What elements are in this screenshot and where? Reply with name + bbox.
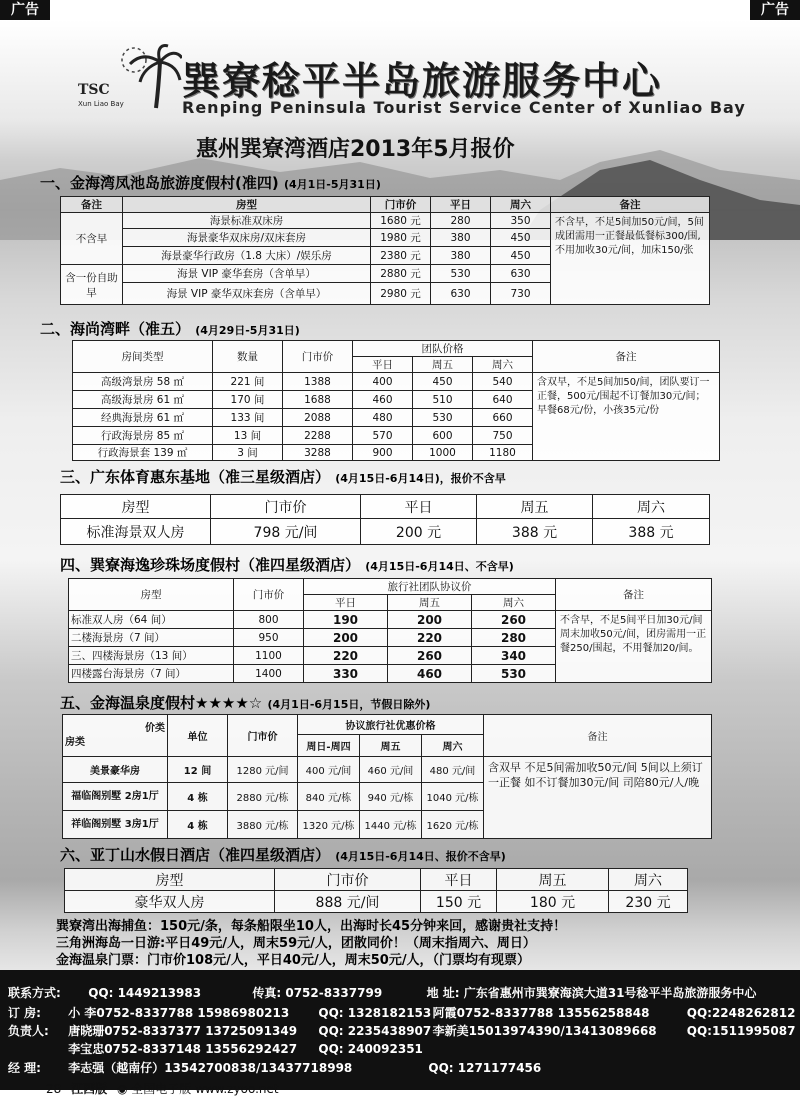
s6-rack: 888 元/间 <box>275 891 421 913</box>
s2-r3-sat: 750 <box>473 427 533 445</box>
s4-h-group: 旅行社团队协议价 <box>304 579 556 595</box>
s4-r1-weekday: 200 <box>304 629 388 647</box>
section-6-tag: (4月15日-6月14日、报价不含早) <box>335 850 506 863</box>
s5-h-fri: 周五 <box>360 735 422 757</box>
section-2-title <box>40 318 300 339</box>
s4-r2-sat: 340 <box>472 647 556 665</box>
contact-qq: QQ: 1449213983 <box>88 986 202 1000</box>
s4-r1-type: 二楼海景房（7 间） <box>69 629 234 647</box>
s5-r1-unit: 4 栋 <box>168 783 228 811</box>
s4-r3-rack: 1400 <box>234 665 304 683</box>
s5-h-agency: 协议旅行社优惠价格 <box>298 715 484 735</box>
section-1-tag: (4月1日-5月31日) <box>283 178 381 191</box>
s1-h-type: 房型 <box>123 197 371 213</box>
s2-r3-fri: 600 <box>413 427 473 445</box>
manager-qq-2: QQ:1511995087 <box>686 1024 796 1038</box>
section-1-name: 一、金海湾凤池岛旅游度假村(准四) <box>40 174 279 192</box>
s2-r0-weekday: 400 <box>353 373 413 391</box>
s2-h-sat: 周六 <box>473 357 533 373</box>
s6-sat: 230 元 <box>609 891 688 913</box>
s3-sat: 388 元 <box>593 519 710 545</box>
s5-r2-sat: 1620 元/栋 <box>422 811 484 839</box>
s1-r1-weekday: 380 <box>431 229 491 247</box>
section-2-table <box>72 340 720 461</box>
page-number: 28 <box>46 1082 62 1096</box>
s3-h-fri: 周五 <box>477 495 593 519</box>
extra-fishing: 巽寮湾出海捕鱼：150元/条，每条船限坐10人，出海时长45分钟来回，感谢贵社支持！ <box>56 919 567 934</box>
s4-r3-weekday: 330 <box>304 665 388 683</box>
s4-h-sat: 周六 <box>472 595 556 611</box>
contact-label: 联系方式: <box>8 986 61 1000</box>
s5-r0-fri: 460 元/间 <box>360 757 422 783</box>
s2-r1-fri: 510 <box>413 391 473 409</box>
s5-r0-rack: 1280 元/间 <box>228 757 298 783</box>
s2-r0-qty: 221 间 <box>213 373 283 391</box>
page-footer <box>46 1080 279 1097</box>
s1-r4-rack: 2980 元 <box>371 283 431 305</box>
s4-r2-type: 三、四楼海景房（13 间） <box>69 647 234 665</box>
s2-r2-qty: 133 间 <box>213 409 283 427</box>
contact-line-1 <box>8 984 756 1001</box>
logo-abbr: TSC <box>78 82 110 98</box>
s4-r3-type: 四楼露台海景房（7 间） <box>69 665 234 683</box>
s2-h-qty: 数量 <box>213 341 283 373</box>
globe-icon: ◉ <box>116 1082 128 1096</box>
booking-contact-2: 阿霞0752-8337788 13556258848 <box>432 1006 650 1020</box>
booking-qq-1: QQ: 1328182153 <box>318 1006 432 1020</box>
section-2-name: 二、海尚湾畔（准五） <box>40 320 191 338</box>
section-3-table <box>60 494 710 545</box>
s2-r1-sat: 640 <box>473 391 533 409</box>
section-5-title <box>60 692 430 713</box>
section-4-title <box>60 554 514 575</box>
s6-h-weekday: 平日 <box>421 869 497 891</box>
s4-h-rack: 门市价 <box>234 579 304 611</box>
s2-h-group: 团队价格 <box>353 341 533 357</box>
s5-r0-sat: 480 元/间 <box>422 757 484 783</box>
s3-fri: 388 元 <box>477 519 593 545</box>
extra-hotspring-ticket: 金海温泉门票：门市价108元/人，平日40元/人，周末50元/人，（门票均有现票） <box>56 953 531 968</box>
section-5-tag: (4月1日-6月15日，节假日除外) <box>267 698 431 711</box>
section-6-name: 六、亚丁山水假日酒店（准四星级酒店） <box>60 846 331 864</box>
s1-r2-type: 海景豪华行政房（1.8 大床）/娱乐房 <box>123 247 371 265</box>
section-1-table <box>60 196 710 305</box>
s4-r0-type: 标准双人房（64 间） <box>69 611 234 629</box>
s2-r3-type: 行政海景房 85 ㎡ <box>73 427 213 445</box>
section-2-tag: (4月29日-5月31日) <box>195 324 300 337</box>
s1-h-note: 备注 <box>61 197 123 213</box>
s1-note: 不含早，不足5间加50元/间，5间成团需用一正餐最低餐标300/围,不用加收30元/间，加床150/张 <box>551 213 710 305</box>
booking-qq-2: QQ:2248262812 <box>686 1006 796 1020</box>
s5-r1-fri: 940 元/栋 <box>360 783 422 811</box>
s5-h-unit: 单位 <box>168 715 228 757</box>
s2-r4-type: 行政海景套 139 ㎡ <box>73 445 213 461</box>
s2-r2-type: 经典海景房 61 ㎡ <box>73 409 213 427</box>
section-5-name: 五、金海温泉度假村★★★★☆ <box>60 694 263 712</box>
s1-r4-sat: 730 <box>491 283 551 305</box>
s3-rack: 798 元/间 <box>211 519 361 545</box>
s5-r2-fri: 1440 元/栋 <box>360 811 422 839</box>
s5-r1-sat: 1040 元/栋 <box>422 783 484 811</box>
s5-h-kind <box>63 715 168 757</box>
s3-h-rack: 门市价 <box>211 495 361 519</box>
s3-weekday: 200 元 <box>361 519 477 545</box>
ad-label-right: 广告 <box>750 0 800 20</box>
s2-r2-sat: 660 <box>473 409 533 427</box>
s2-r0-rack: 1388 <box>283 373 353 391</box>
title-en: Renping Peninsula Tourist Service Center of Xunliao Bay <box>182 98 746 117</box>
s4-r0-rack: 800 <box>234 611 304 629</box>
s1-r2-rack: 2380 元 <box>371 247 431 265</box>
s1-r1-sat: 450 <box>491 229 551 247</box>
s4-r2-weekday: 220 <box>304 647 388 665</box>
director-label: 经 理: <box>8 1061 41 1075</box>
s1-group-2: 含一份自助早 <box>61 265 123 305</box>
tsc-logo <box>72 42 172 112</box>
booking-contact-1: 小 李0752-8337788 15986980213 <box>68 1006 290 1020</box>
section-4-tag: (4月15日-6月14日、不含早) <box>365 560 514 573</box>
s1-h-sat: 周六 <box>491 197 551 213</box>
booking-label: 订 房: <box>8 1006 41 1020</box>
s4-note: 不含早，不足5间平日加30元/间周末加收50元/间，团房需用一正餐250/围起，不用餐加20/间。 <box>556 611 712 683</box>
s5-h-sun-thu: 周日-周四 <box>298 735 360 757</box>
manager-contact-1: 唐晓珊0752-8337377 13725091349 <box>68 1024 298 1038</box>
section-5-table <box>62 714 712 839</box>
s1-r4-weekday: 630 <box>431 283 491 305</box>
s4-h-fri: 周五 <box>388 595 472 611</box>
s6-type: 豪华双人房 <box>65 891 275 913</box>
s5-r1-type: 福临阁别墅 2房1厅 <box>63 783 168 811</box>
s2-h-weekday: 平日 <box>353 357 413 373</box>
edition-label: 江西版 <box>71 1082 108 1096</box>
s2-r4-qty: 3 间 <box>213 445 283 461</box>
s3-type: 标准海景双人房 <box>61 519 211 545</box>
contact-line-5 <box>8 1059 541 1076</box>
s4-h-type: 房型 <box>69 579 234 611</box>
s2-r1-type: 高级海景房 61 ㎡ <box>73 391 213 409</box>
section-3-name: 三、广东体育惠东基地（准三星级酒店） <box>60 468 331 486</box>
price-title: 惠州巽寮湾酒店2013年5月报价 <box>196 137 515 162</box>
s4-r0-fri: 200 <box>388 611 472 629</box>
contact-fax: 传真: 0752-8337799 <box>252 986 383 1000</box>
s3-h-weekday: 平日 <box>361 495 477 519</box>
contact-line-3 <box>8 1022 795 1039</box>
s1-r1-type: 海景豪华双床房/双床套房 <box>123 229 371 247</box>
s4-h-weekday: 平日 <box>304 595 388 611</box>
s6-h-rack: 门市价 <box>275 869 421 891</box>
s1-r0-sat: 350 <box>491 213 551 229</box>
s2-h-rack: 门市价 <box>283 341 353 373</box>
contact-line-2 <box>8 1004 795 1021</box>
s2-h-remark: 备注 <box>533 341 720 373</box>
s6-h-sat: 周六 <box>609 869 688 891</box>
s1-h-weekday: 平日 <box>431 197 491 213</box>
s4-r2-fri: 260 <box>388 647 472 665</box>
s3-h-sat: 周六 <box>593 495 710 519</box>
s2-r0-type: 高级湾景房 58 ㎡ <box>73 373 213 391</box>
section-3-tag: (4月15日-6月14日)，报价不含早 <box>335 472 506 485</box>
s6-weekday: 150 元 <box>421 891 497 913</box>
s5-h-remark: 备注 <box>484 715 712 757</box>
logo-sub: Xun Liao Bay <box>78 100 124 108</box>
manager-qq-3: QQ: 240092351 <box>318 1042 423 1056</box>
s1-h-remark: 备注 <box>551 197 710 213</box>
s4-h-remark: 备注 <box>556 579 712 611</box>
s2-r3-qty: 13 间 <box>213 427 283 445</box>
s2-r2-fri: 530 <box>413 409 473 427</box>
s2-r4-fri: 1000 <box>413 445 473 461</box>
contact-line-4 <box>8 1040 423 1057</box>
s5-h-sat: 周六 <box>422 735 484 757</box>
s3-h-type: 房型 <box>61 495 211 519</box>
s5-r0-sun-thu: 400 元/间 <box>298 757 360 783</box>
s2-note: 含双早，不足5间加50/间，团队要订一正餐，500元/围起不订餐加30元/间；早餐68元/份，小孩35元/份 <box>533 373 720 461</box>
s2-r4-sat: 1180 <box>473 445 533 461</box>
s5-r0-type: 美景豪华房 <box>63 757 168 783</box>
s1-r2-weekday: 380 <box>431 247 491 265</box>
s1-r2-sat: 450 <box>491 247 551 265</box>
s1-r0-rack: 1680 元 <box>371 213 431 229</box>
s2-r4-rack: 3288 <box>283 445 353 461</box>
s2-h-fri: 周五 <box>413 357 473 373</box>
s5-r0-unit: 12 间 <box>168 757 228 783</box>
site-link[interactable]: 全国电子版 www.zyoo.net <box>131 1082 279 1096</box>
s2-r3-rack: 2288 <box>283 427 353 445</box>
s4-r0-weekday: 190 <box>304 611 388 629</box>
s1-r3-rack: 2880 元 <box>371 265 431 283</box>
s2-r1-qty: 170 间 <box>213 391 283 409</box>
s5-r1-rack: 2880 元/栋 <box>228 783 298 811</box>
s1-r3-type: 海景 VIP 豪华套房（含单早） <box>123 265 371 283</box>
director-contact: 李志强（越南仔）13542700838/13437718998 <box>68 1061 353 1075</box>
s4-r1-sat: 280 <box>472 629 556 647</box>
extra-offers <box>56 918 566 969</box>
s5-r2-rack: 3880 元/栋 <box>228 811 298 839</box>
contact-panel <box>0 970 800 1090</box>
s2-r0-fri: 450 <box>413 373 473 391</box>
title-cn: 巽寮稔平半岛旅游服务中心 <box>182 58 663 103</box>
s4-r2-rack: 1100 <box>234 647 304 665</box>
section-3-title <box>60 466 506 487</box>
ad-label-left: 广告 <box>0 0 50 20</box>
s2-r3-weekday: 570 <box>353 427 413 445</box>
manager-label: 负责人: <box>8 1024 49 1038</box>
manager-contact-2: 李新美15013974390/13413089668 <box>432 1024 657 1038</box>
s6-h-fri: 周五 <box>497 869 609 891</box>
section-6-title <box>60 844 506 865</box>
s4-r1-rack: 950 <box>234 629 304 647</box>
section-4-table <box>68 578 712 683</box>
s2-r1-rack: 1688 <box>283 391 353 409</box>
s2-r2-weekday: 480 <box>353 409 413 427</box>
s1-r3-weekday: 530 <box>431 265 491 283</box>
extra-island-tour: 三角洲海岛一日游:平日49元/人，周末59元/人，团散同价！（周末指周六、周日） <box>56 936 536 951</box>
s1-r4-type: 海景 VIP 豪华双床套房（含单早） <box>123 283 371 305</box>
s5-r2-type: 祥临阁别墅 3房1厅 <box>63 811 168 839</box>
s4-r1-fri: 220 <box>388 629 472 647</box>
s5-h-room-type: 房类 <box>65 736 85 748</box>
s6-h-type: 房型 <box>65 869 275 891</box>
s5-note: 含双早 不足5间需加收50元/间 5间以上须订一正餐 如不订餐加30元/间 司陪80元/人/晚 <box>484 757 712 839</box>
s4-r3-fri: 460 <box>388 665 472 683</box>
s1-r0-type: 海景标准双床房 <box>123 213 371 229</box>
s4-r0-sat: 260 <box>472 611 556 629</box>
s1-group-1: 不含早 <box>61 213 123 265</box>
s4-r3-sat: 530 <box>472 665 556 683</box>
manager-contact-3: 李宝忠0752-8337148 13556292427 <box>68 1042 298 1056</box>
section-1-title <box>40 172 381 193</box>
s1-r3-sat: 630 <box>491 265 551 283</box>
section-4-name: 四、巽寮海逸珍珠场度假村（准四星级酒店） <box>60 556 361 574</box>
s2-r4-weekday: 900 <box>353 445 413 461</box>
s5-h-rack: 门市价 <box>228 715 298 757</box>
s6-fri: 180 元 <box>497 891 609 913</box>
s2-r2-rack: 2088 <box>283 409 353 427</box>
s5-r2-unit: 4 栋 <box>168 811 228 839</box>
s5-r2-sun-thu: 1320 元/栋 <box>298 811 360 839</box>
s2-r1-weekday: 460 <box>353 391 413 409</box>
section-6-table <box>64 868 688 913</box>
s1-h-rack: 门市价 <box>371 197 431 213</box>
s5-r1-sun-thu: 840 元/栋 <box>298 783 360 811</box>
s2-r0-sat: 540 <box>473 373 533 391</box>
s2-h-type: 房间类型 <box>73 341 213 373</box>
s1-r0-weekday: 280 <box>431 213 491 229</box>
s5-h-price-type: 价类 <box>145 722 165 734</box>
s1-r1-rack: 1980 元 <box>371 229 431 247</box>
manager-qq-1: QQ: 2235438907 <box>318 1024 432 1038</box>
contact-address: 地 址: 广东省惠州市巽寮海滨大道31号稔平半岛旅游服务中心 <box>426 986 757 1000</box>
director-qq: QQ: 1271177456 <box>428 1061 542 1075</box>
